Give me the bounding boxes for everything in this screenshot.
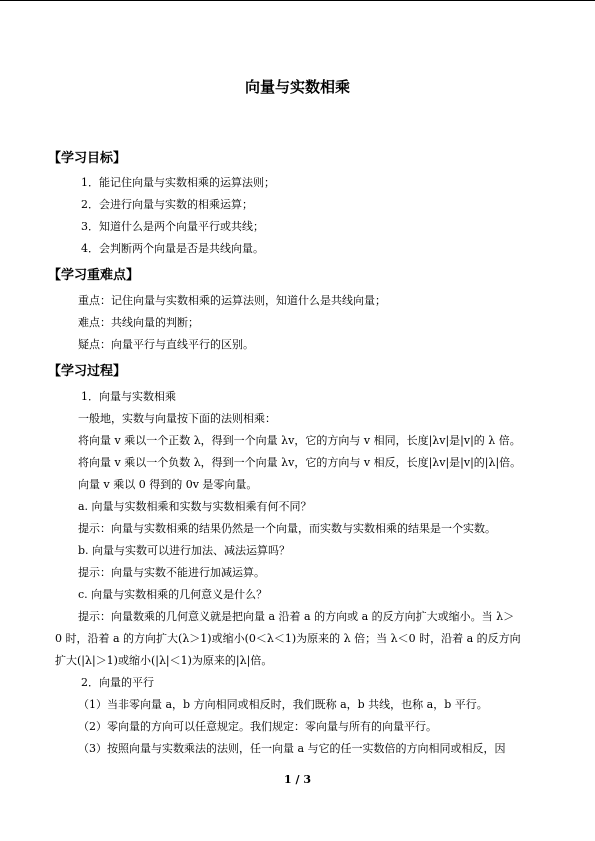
goal-item: 1．能记住向量与实数相乘的运算法则； <box>81 176 275 189</box>
process-line: （3）按照向量与实数乘法的法则，任一向量 a 与它的任一实数倍的方向相同或相反，因 <box>78 742 506 755</box>
process-line: 将向量 v 乘以一个正数 λ，得到一个向量 λv，它的方向与 v 相同，长度|λv|是|v|的 λ 倍。 <box>78 434 521 447</box>
process-line: b. 向量与实数可以进行加法、减法运算吗？ <box>78 544 291 557</box>
key-point-item: 难点：共线向量的判断； <box>78 316 199 329</box>
goal-item: 4．会判断两个向量是否是共线向量。 <box>81 242 264 255</box>
section-heading-process: 【学习过程】 <box>48 364 127 379</box>
process-line: 向量 v 乘以 0 得到的 0v 是零向量。 <box>78 478 258 491</box>
goal-item: 2．会进行向量与实数的相乘运算； <box>81 198 253 211</box>
process-line: a. 向量与实数相乘和实数与实数相乘有何不同？ <box>78 500 312 513</box>
process-line: 一般地，实数与向量按下面的法则相乘： <box>78 412 276 425</box>
process-line: 提示：向量数乘的几何意义就是把向量 a 沿着 a 的方向或 a 的反方向扩大或缩小。当 λ＞ <box>78 610 515 623</box>
process-line: 1．向量与实数相乘 <box>81 390 176 403</box>
process-line: （1）当非零向量 a，b 方向相同或相反时，我们既称 a，b 共线，也称 a，b 平行。 <box>78 698 488 711</box>
goal-item: 3．知道什么是两个向量平行或共线； <box>81 220 264 233</box>
process-line: 0 时，沿着 a 的方向扩大(λ＞1)或缩小(0＜λ＜1)为原来的 λ 倍；当 λ＜0 时，沿着 a 的反方向 <box>55 632 521 645</box>
process-line: 提示：向量与实数不能进行加减运算。 <box>78 566 265 579</box>
process-line: 扩大(|λ|＞1)或缩小(|λ|＜1)为原来的|λ|倍。 <box>55 654 273 667</box>
process-line: 2．向量的平行 <box>81 676 154 689</box>
process-line: c. 向量与实数相乘的几何意义是什么？ <box>78 588 268 601</box>
page-number: 1 / 3 <box>284 773 311 786</box>
key-point-item: 重点：记住向量与实数相乘的运算法则，知道什么是共线向量； <box>78 294 386 307</box>
process-line: （2）零向量的方向可以任意规定。我们规定：零向量与所有的向量平行。 <box>78 720 437 733</box>
process-line: 提示：向量与实数相乘的结果仍然是一个向量，而实数与实数相乘的结果是一个实数。 <box>78 522 496 535</box>
page-title: 向量与实数相乘 <box>244 78 350 96</box>
key-point-item: 疑点：向量平行与直线平行的区别。 <box>78 338 254 351</box>
top-border-line <box>0 0 595 1</box>
section-heading-key-points: 【学习重难点】 <box>48 268 140 283</box>
process-line: 将向量 v 乘以一个负数 λ，得到一个向量 λv，它的方向与 v 相反，长度|λv|是|v|的|λ|倍。 <box>78 456 522 469</box>
section-heading-goals: 【学习目标】 <box>48 151 127 166</box>
